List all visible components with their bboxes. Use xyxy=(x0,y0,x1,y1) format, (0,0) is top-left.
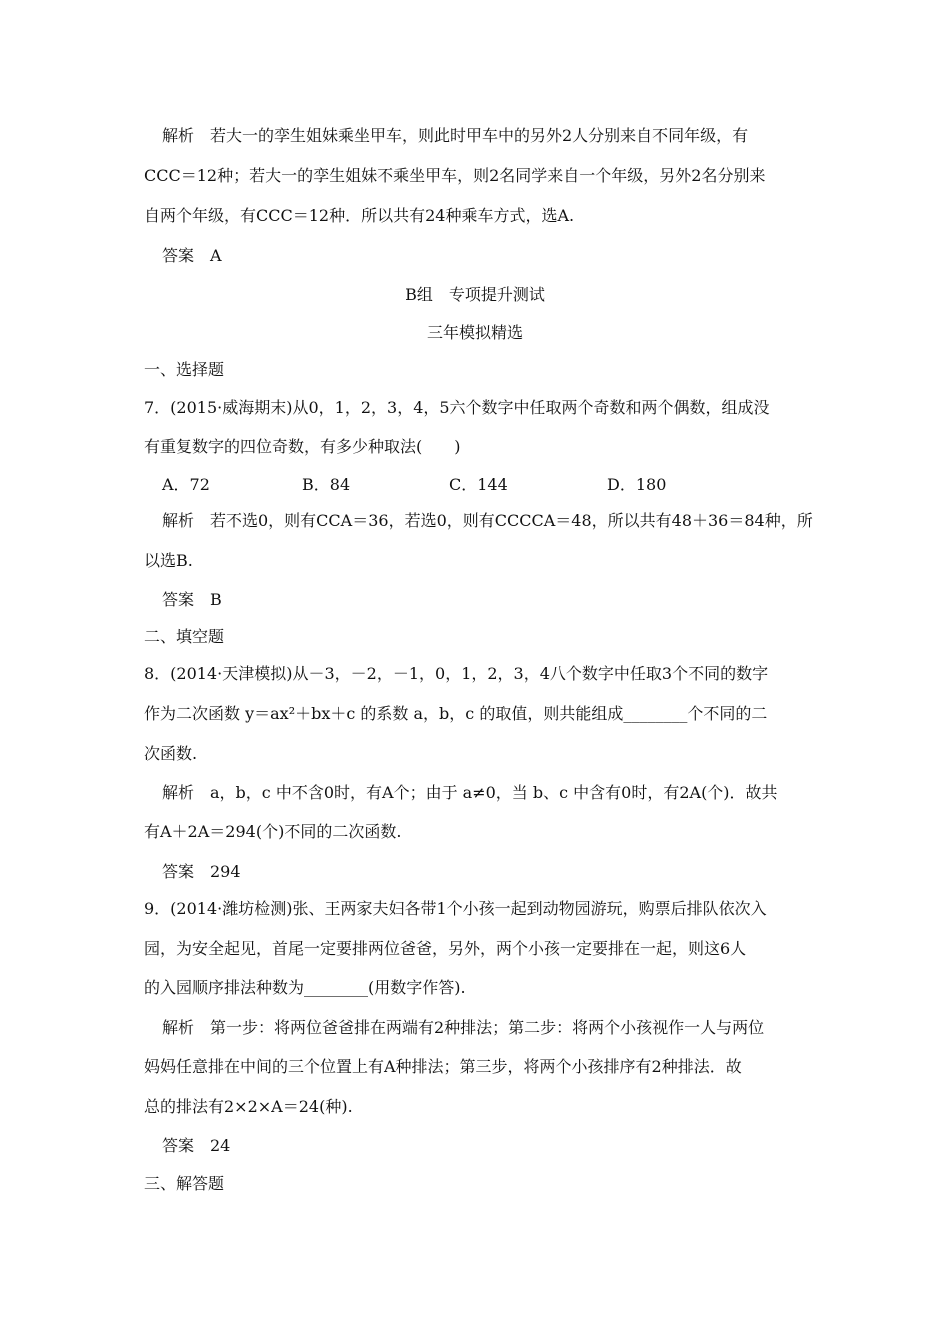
answer-6: 答案 A xyxy=(162,246,222,265)
question-7-line-1: 7．(2015·威海期末)从0，1，2，3，4，5六个数字中任取两个奇数和两个偶数，组成没 xyxy=(144,398,770,417)
solution-7-line-1: 解析 若不选0，则有CCA＝36，若选0，则有CCCCA＝48，所以共有48＋36＝84种，所 xyxy=(162,511,813,530)
solution-9-line-2: 妈妈任意排在中间的三个位置上有A种排法；第三步，将两个小孩排序有2种排法．故 xyxy=(144,1057,742,1076)
answer-9: 答案 24 xyxy=(162,1136,231,1155)
answer-8: 答案 294 xyxy=(162,862,241,881)
question-9-line-3: 的入园顺序排法种数为________(用数字作答). xyxy=(144,978,466,997)
answer-7: 答案 B xyxy=(162,590,222,609)
solution-9-line-1: 解析 第一步：将两位爸爸排在两端有2种排法；第二步：将两个小孩视作一人与两位 xyxy=(162,1018,765,1037)
group-b-heading: B组 专项提升测试 xyxy=(405,285,545,304)
solution-8-line-2: 有A＋2A＝294(个)不同的二次函数. xyxy=(144,822,402,841)
question-7-line-2: 有重复数字的四位奇数，有多少种取法( ) xyxy=(144,437,461,456)
section-problems: 三、解答题 xyxy=(144,1174,225,1193)
three-year-mock-heading: 三年模拟精选 xyxy=(426,323,523,342)
question-8-line-2: 作为二次函数 y＝ax²＋bx＋c 的系数 a，b，c 的取值，则共能组成________个不同的二 xyxy=(144,704,768,723)
question-9-line-2: 园，为安全起见，首尾一定要排两位爸爸，另外，两个小孩一定要排在一起，则这6人 xyxy=(144,939,747,958)
solution-6-line-2: CCC＝12种；若大一的孪生姐妹不乘坐甲车，则2名同学来自一个年级，另外2名分别来 xyxy=(144,166,766,185)
section-fill-in: 二、填空题 xyxy=(144,627,225,646)
question-8-line-1: 8．(2014·天津模拟)从－3，－2，－1，0，1，2，3，4八个数字中任取3个不同的数字 xyxy=(144,664,769,683)
option-c: C．144 xyxy=(449,475,508,494)
solution-8-line-1: 解析 a，b，c 中不含0时，有A个；由于 a≠0，当 b、c 中含有0时，有2A(个)．故共 xyxy=(162,783,778,802)
option-a: A．72 xyxy=(162,475,210,494)
option-b: B．84 xyxy=(302,475,351,494)
option-d: D．180 xyxy=(607,475,667,494)
solution-6-line-1: 解析 若大一的孪生姐妹乘坐甲车，则此时甲车中的另外2人分别来自不同年级，有 xyxy=(162,126,749,145)
solution-7-line-2: 以选B. xyxy=(144,551,193,570)
solution-9-line-3: 总的排法有2×2×A＝24(种). xyxy=(144,1097,353,1116)
question-8-line-3: 次函数. xyxy=(144,744,198,763)
solution-6-line-3: 自两个年级，有CCC＝12种．所以共有24种乘车方式，选A. xyxy=(144,206,575,225)
question-9-line-1: 9．(2014·潍坊检测)张、王两家夫妇各带1个小孩一起到动物园游玩，购票后排队依次入 xyxy=(144,899,767,918)
section-multiple-choice: 一、选择题 xyxy=(144,360,225,379)
